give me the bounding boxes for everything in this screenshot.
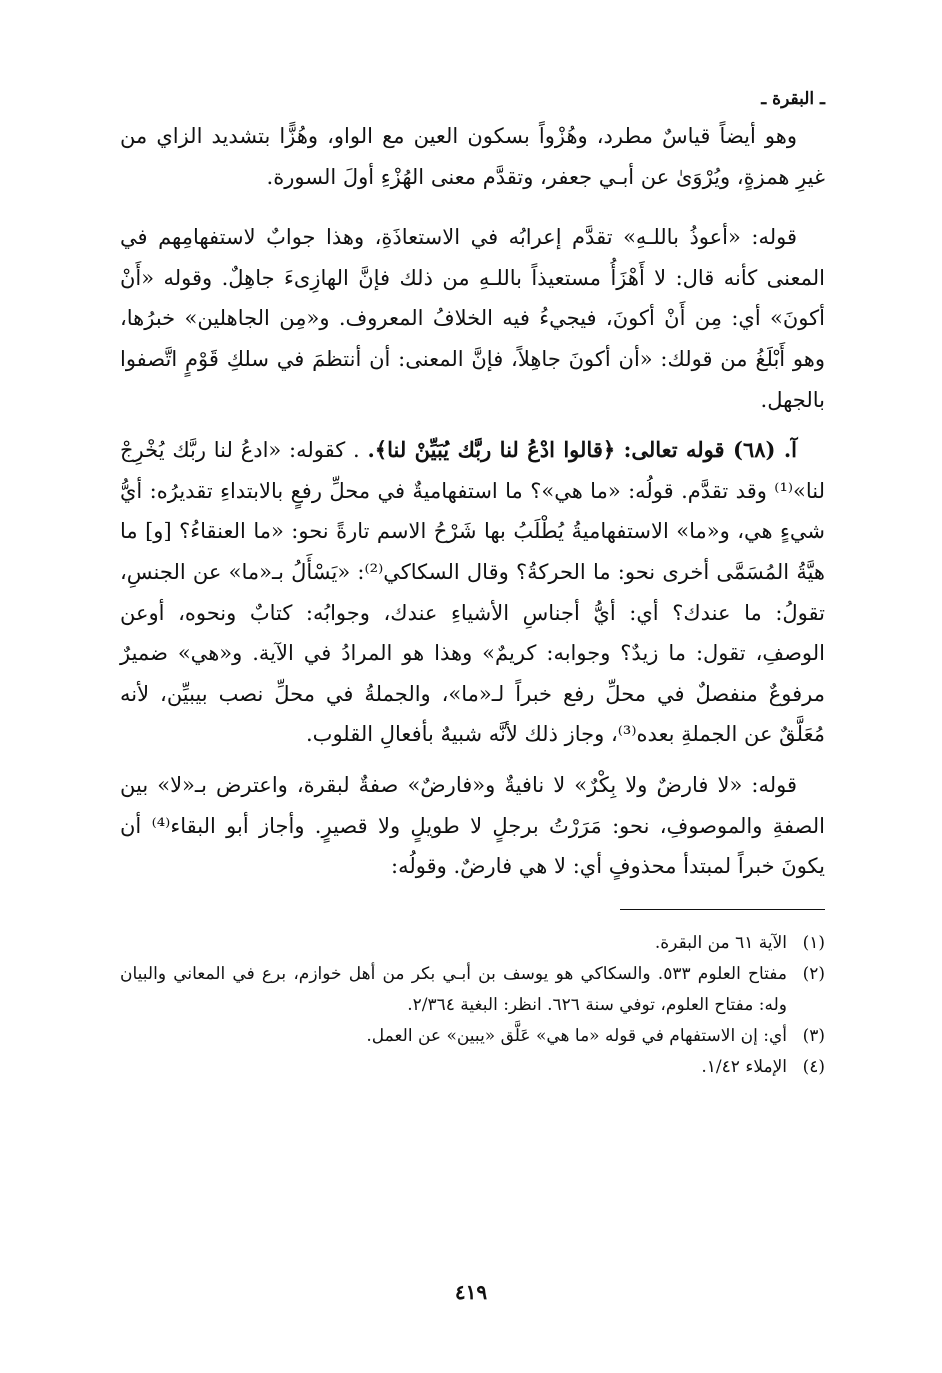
footnote-text: مفتاح العلوم ٥٣٣. والسكاكي هو يوسف بن أبـي بكر من أهل خوازم، برع في المعاني والبيان وله: مفتاح العلوم، توفي سنة ٦٢٦. انظر: البغية ٢/٣٦٤. <box>120 963 787 1015</box>
ayah-reference: آ. (٦٨) قوله تعالى: ﴿قالوا ادْعُ لنا ربَّك يُبَيِّنْ لنا﴾. <box>367 437 797 463</box>
footnote-text: أي: إن الاستفهام في قوله «ما هي» عَلَّق «يبين» عن العمل. <box>366 1025 787 1046</box>
paragraph-3 <box>120 430 825 755</box>
footnote-text: الإملاء ١/٤٢. <box>701 1056 787 1077</box>
footnote-2 <box>120 959 825 1021</box>
footnote-text: الآية ٦١ من البقرة. <box>654 932 787 953</box>
paragraph-1: وهو أيضاً قياسٌ مطرد، وهُزْواً بسكون العين مع الواو، وهُزًّا بتشديد الزاي من غيرِ همزةٍ، ويُرْوَىٰ عن أبـي جعفر، وتقدَّم معنى الهُزْءِ أولَ السورة. <box>120 124 825 189</box>
footnotes <box>120 928 825 1083</box>
footnote-3 <box>120 1021 825 1052</box>
footnote-number: (٣) <box>802 1025 825 1046</box>
page-number: ٤١٩ <box>454 1280 488 1304</box>
book-page <box>120 86 825 1083</box>
paragraph-2: قوله: «أعوذُ باللـهِ» تقدَّم إعرابُه في الاستعاذَةِ، وهذا جوابٌ لاستفهامِهم في المعنى كأنه قال: لا أَهْزَأُ مستعيذاً باللـهِ من ذلك فإنَّ الهازِىءَ جاهِلٌ. وقوله «أَنْ أكونَ» أي: مِن أَنْ أكونَ، فيجيءُ فيه الخلافُ المعروف. و«مِن الجاهلين» خبرُها، وهو أَبْلَغُ من قولك: «أن أكونَ جاهِلاً، فإنَّ المعنى: أن أنتظمَ في سلكِ قَوْمٍ اتَّصفوا بالجهل. <box>120 225 825 412</box>
footnote-number: (١) <box>802 932 825 953</box>
running-title: ـ البقرة ـ <box>761 89 825 109</box>
footnote-1 <box>120 928 825 959</box>
paragraph-4: قوله: «لا فارضٌ ولا بِكْرٌ» لا نافيةٌ و«فارضٌ» صفةٌ لبقرة، واعترض بـ«لا» بين الصفةِ والموصوفِ، نحو: مَرَرْتُ برجلٍ لا طويلٍ ولا قصيرٍ. وأجاز أبو البقاء⁽⁴⁾ أن يكونَ خبراً لمبتدأ محذوفٍ أي: لا هي فارضٌ. وقولُه: <box>120 772 825 879</box>
footnote-4 <box>120 1052 825 1083</box>
footnote-number: (٤) <box>802 1056 825 1077</box>
paragraph-3-text: . كقوله: «ادعُ لنا ربَّك يُخْرِجْ لنا»⁽¹⁾ وقد تقدَّم. قولُه: «ما هي»؟ ما استفهاميةٌ في محلِّ رفعٍ بالابتداءِ تقديرُه: أيُّ شيءٍ هي، و«ما» الاستفهاميةُ يُطْلَبُ بها شَرْحُ الاسم تارةً نحو: «ما العنقاءُ؟ [و] ما هيَّةُ المُسَمَّى أخرى نحو: ما الحركةُ؟ وقال السكاكي⁽²⁾: «يَسْأَلُ بـ«ما» عن الجنسِ، تقولُ: ما عندك؟ أي: أيُّ أجناسِ الأشياءِ عندك، وجوابُه: كتابٌ ونحوه، أوعن الوصفِ، تقول: ما زيدٌ؟ وجوابه: كريمٌ» وهذا هو المرادُ في الآية. و«هي» ضميرٌ مرفوعٌ منفصلٌ في محلِّ رفع خبراً لـ«ما»، والجملةُ في محلِّ نصب بيبيِّن، لأنه مُعَلَّقٌ عن الجملةِ بعده⁽³⁾، وجاز ذلك لأنَّه شبيهٌ بأفعالِ القلوب. <box>120 438 825 747</box>
footnote-number: (٢) <box>802 963 825 984</box>
footnote-divider <box>620 909 825 910</box>
